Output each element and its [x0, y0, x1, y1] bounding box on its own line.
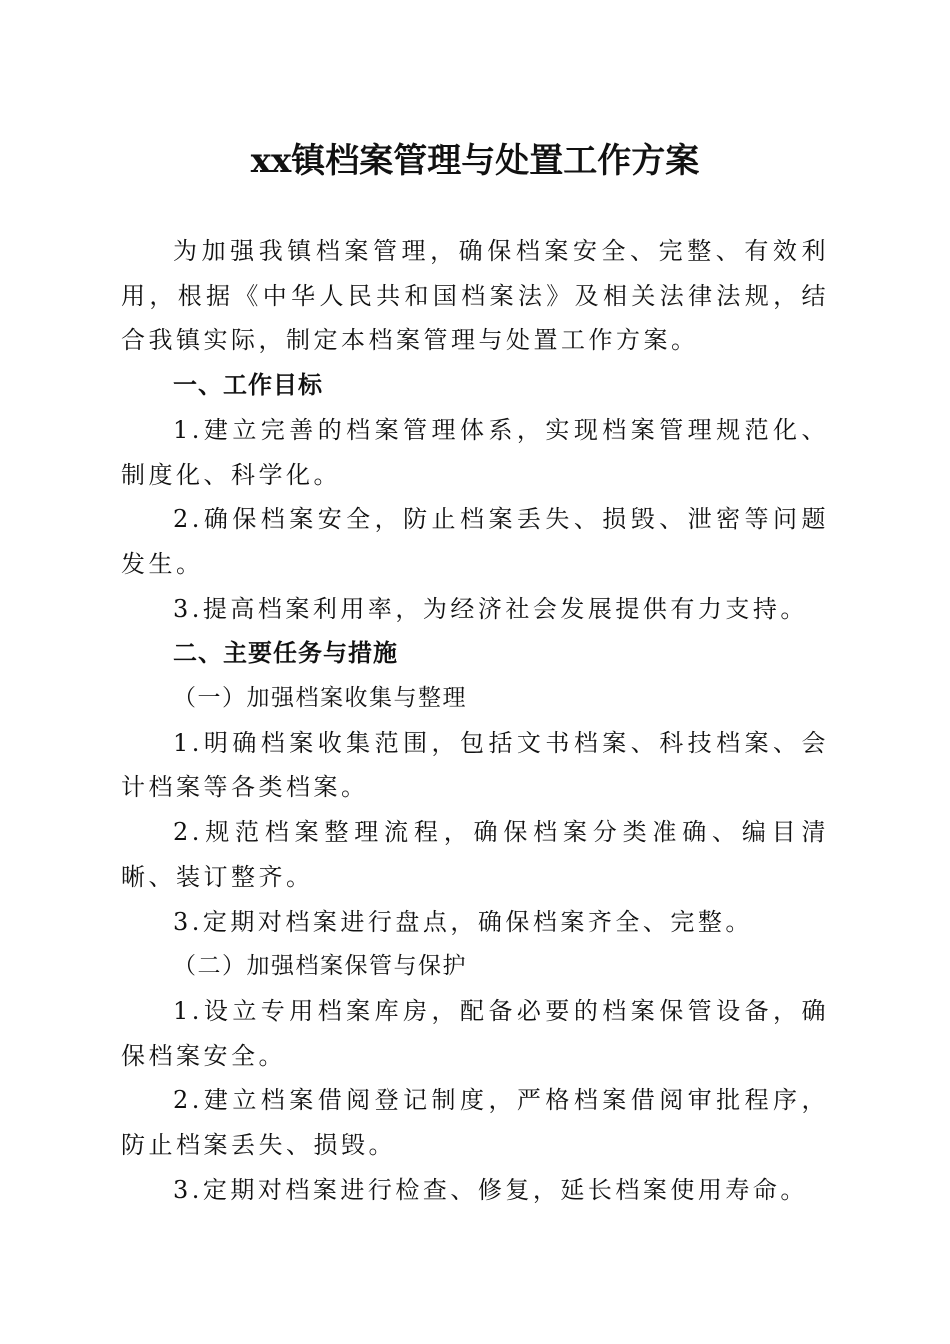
collection-item: 1.明确档案收集范围，包括文书档案、科技档案、会计档案等各类档案。 — [121, 728, 829, 802]
goal-item: 2.确保档案安全，防止档案丢失、损毁、泄密等问题发生。 — [121, 505, 829, 578]
subsection-heading-collection: （一）加强档案收集与整理 — [173, 685, 467, 712]
storage-item: 2.建立档案借阅登记制度，严格档案借阅审批程序，防止档案丢失、损毁。 — [121, 1086, 829, 1160]
storage-item: 1.设立专用档案库房，配备必要的档案保管设备，确保档案安全。 — [121, 996, 829, 1070]
document-title: xx镇档案管理与处置工作方案 — [250, 141, 700, 181]
storage-item: 3.定期对档案进行检查、修复，延长档案使用寿命。 — [173, 1175, 808, 1204]
goal-item: 1.建立完善的档案管理体系，实现档案管理规范化、制度化、科学化。 — [121, 415, 829, 489]
section-heading-tasks: 二、主要任务与措施 — [173, 639, 398, 668]
document-body — [121, 229, 829, 1212]
collection-item: 3.定期对档案进行盘点，确保档案齐全、完整。 — [173, 907, 753, 936]
goal-item: 3.提高档案利用率，为经济社会发展提供有力支持。 — [173, 594, 808, 623]
subsection-heading-storage: （二）加强档案保管与保护 — [173, 953, 467, 980]
intro-paragraph: 为加强我镇档案管理，确保档案安全、完整、有效利用，根据《中华人民共和国档案法》及相关法律法规，结合我镇实际，制定本档案管理与处置工作方案。 — [121, 237, 829, 355]
section-heading-goals: 一、工作目标 — [173, 371, 323, 400]
collection-item: 2.规范档案整理流程，确保档案分类准确、编目清晰、装订整齐。 — [121, 818, 829, 891]
